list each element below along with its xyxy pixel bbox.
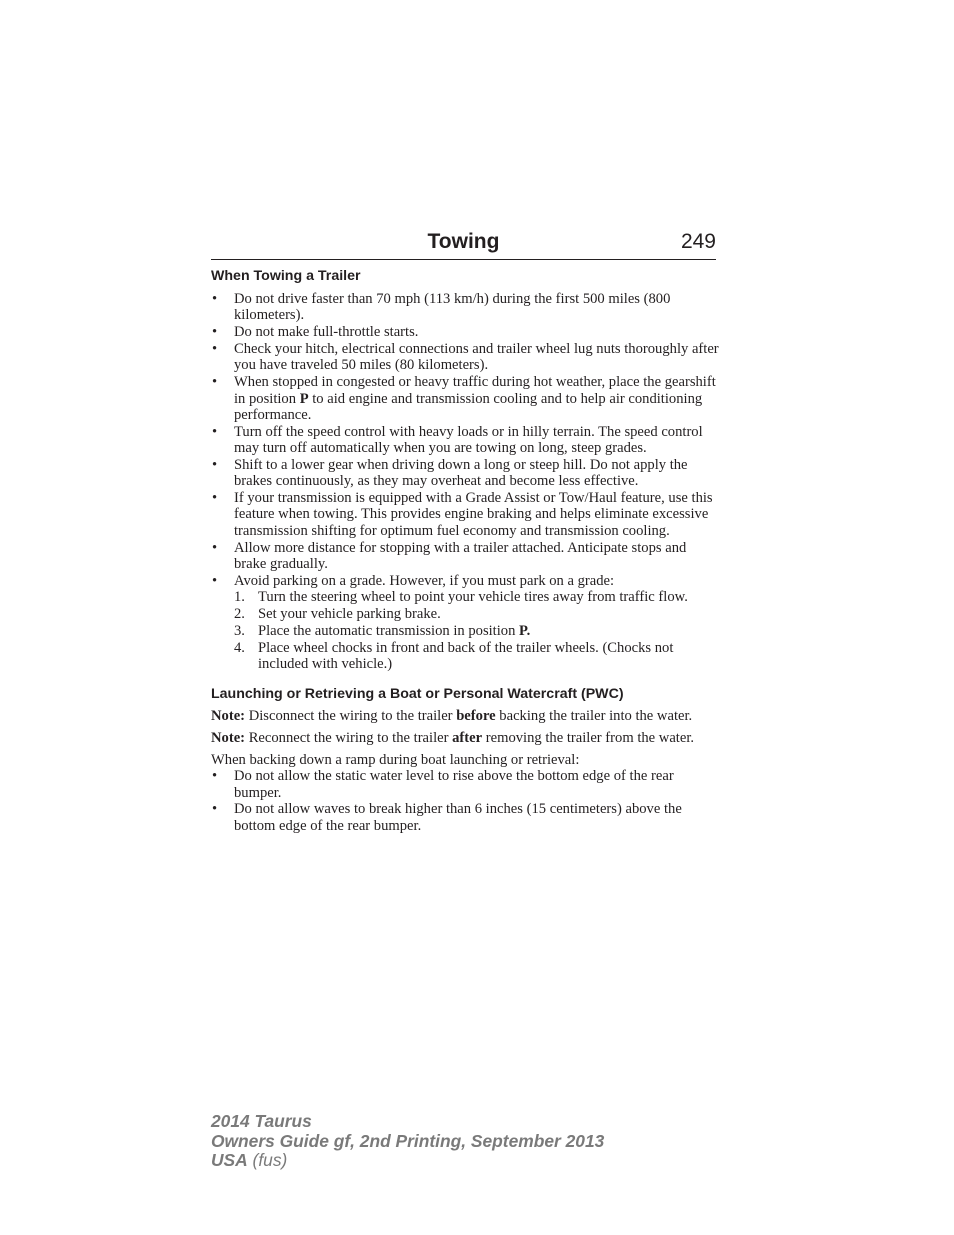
towing-tips-list <box>211 291 719 672</box>
list-item: • Shift to a lower gear when driving down a long or steep hill. Do not apply the brakes continuously, as they may overheat and become less effective. <box>211 457 719 490</box>
footer-edition: Owners Guide gf, 2nd Printing, September 2013 <box>211 1130 605 1151</box>
section-heading-boat-launch: Launching or Retrieving a Boat or Personal Watercraft (PWC) <box>211 686 624 703</box>
footer-model: 2014 Taurus <box>211 1111 312 1131</box>
list-item: • Turn off the speed control with heavy loads or in hilly terrain. The speed control may turn off automatically when you are towing on long, steep grades. <box>211 424 719 457</box>
step-item: 2. Set your vehicle parking brake. <box>234 605 441 622</box>
chapter-title: Towing <box>427 230 500 253</box>
list-item <box>211 573 719 673</box>
step-item: 4. Place wheel chocks in front and back of the trailer wheels. (Chocks not included with vehicle.) <box>234 639 674 673</box>
boat-launch-list <box>211 768 719 834</box>
ramp-intro-text: When backing down a ramp during boat launching or retrieval: <box>211 751 580 768</box>
list-item: • Do not allow the static water level to rise above the bottom edge of the rear bumper. <box>211 768 719 801</box>
list-item-text: • Avoid parking on a grade. However, if you must park on a grade: <box>234 572 615 589</box>
list-item: • If your transmission is equipped with a Grade Assist or Tow/Haul feature, use this feature when towing. This provides engine braking and helps eliminate excessive transmission shifting for optimum fuel economy and transmission cooling. <box>211 490 719 539</box>
page-content <box>211 267 719 835</box>
section-heading-towing-trailer: When Towing a Trailer <box>211 268 361 284</box>
list-item: • Do not allow waves to break higher than 6 inches (15 centimeters) above the bottom edge of the rear bumper. <box>211 801 719 834</box>
step-item: 3. Place the automatic transmission in position P. <box>234 622 531 639</box>
note-reconnect-wiring: Note: Reconnect the wiring to the trailer after removing the trailer from the water. <box>211 730 695 747</box>
note-disconnect-wiring: Note: Disconnect the wiring to the trailer before backing the trailer into the water. <box>211 708 693 725</box>
list-item: • Do not drive faster than 70 mph (113 km/h) during the first 500 miles (800 kilometers). <box>211 291 719 324</box>
list-item: • Do not make full-throttle starts. <box>211 324 719 340</box>
parking-steps-list <box>234 589 719 672</box>
list-item: • Allow more distance for stopping with a trailer attached. Anticipate stops and brake gradually. <box>211 540 719 573</box>
footer-region: USA (fus) <box>211 1150 288 1170</box>
list-item: • When stopped in congested or heavy traffic during hot weather, place the gearshift in position P to aid engine and transmission cooling and to help air conditioning performance. <box>211 374 719 423</box>
list-item: • Check your hitch, electrical connections and trailer wheel lug nuts thoroughly after you have traveled 50 miles (80 kilometers). <box>211 341 719 374</box>
page-number: 249 <box>680 230 716 253</box>
step-item: 1. Turn the steering wheel to point your vehicle tires away from traffic flow. <box>234 589 688 606</box>
page-header <box>211 228 716 260</box>
page-footer <box>211 1112 604 1171</box>
